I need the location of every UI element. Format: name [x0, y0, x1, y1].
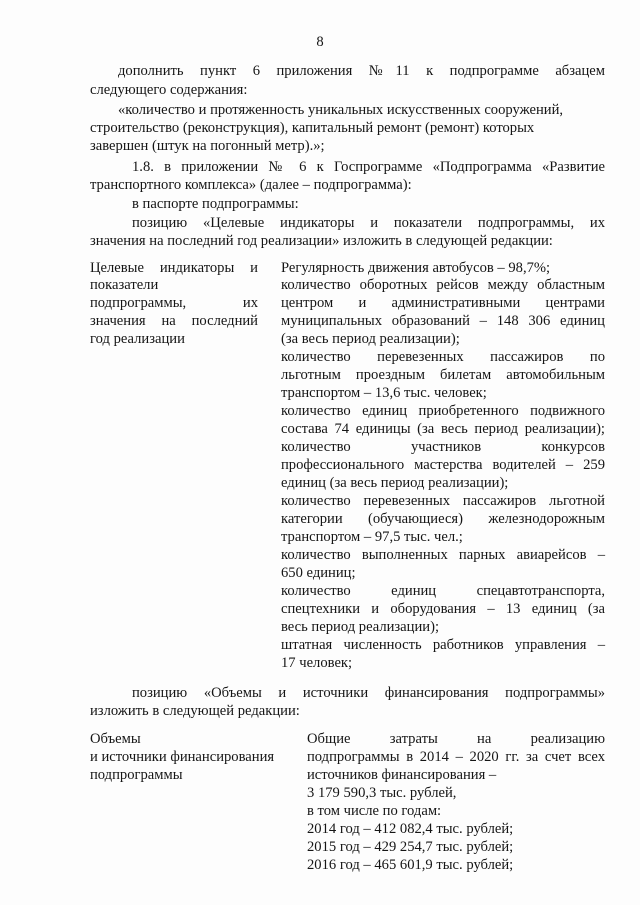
quote-line-1: «количество и протяженность уникальных искусственных сооружений, — [118, 102, 564, 118]
table1-right-line-21: весь период реализации); — [281, 619, 440, 635]
table1-right-line-8: транспортом – 13,6 тыс. человек; — [281, 385, 487, 401]
table1-right-line-7: льготным проездным билетам автомобильным — [281, 367, 605, 383]
table1-right-line-19: количество единиц спецавтотранспорта, — [281, 583, 605, 599]
table1-right-line-14: количество перевезенных пассажиров льготной — [281, 493, 605, 509]
passport-line: в паспорте подпрограммы: — [132, 196, 299, 212]
section-1-8-line-2: транспортного комплекса» (далее – подпрограмма): — [90, 177, 412, 193]
table1-right-line-1: Регулярность движения автобусов – 98,7%; — [281, 260, 551, 276]
table1-left-line-3: подпрограммы, их — [90, 295, 258, 311]
table1-right-line-12: профессионального мастерства водителей – 259 — [281, 457, 605, 473]
table2-right-line-7: 2015 год – 429 254,7 тыс. рублей; — [307, 839, 514, 855]
table1-right-line-13: единиц (за весь период реализации); — [281, 475, 509, 491]
table1-right-line-18: 650 единиц; — [281, 565, 356, 581]
table1-right-line-3: центром и административными центрами — [281, 295, 605, 311]
table1-left-line-4: значения на последний — [90, 313, 258, 329]
intro-line-2: следующего содержания: — [90, 82, 248, 98]
table2-left-line-2: и источники финансирования — [90, 749, 275, 765]
table1-right-line-23: 17 человек; — [281, 655, 353, 671]
table2-right-line-8: 2016 год – 465 601,9 тыс. рублей; — [307, 857, 514, 873]
position1-line-1: позицию «Целевые индикаторы и показатели подпрограммы, их — [132, 215, 605, 231]
table1-right-line-11: количество участников конкурсов — [281, 439, 605, 455]
table2-right-line-5: в том числе по годам: — [307, 803, 442, 819]
table1-right-line-6: количество перевезенных пассажиров по — [281, 349, 605, 365]
table1-left-line-1: Целевые индикаторы и — [90, 260, 258, 276]
table2-right-line-2: подпрограммы в 2014 – 2020 гг. за счет всех — [307, 749, 605, 765]
position2-line-2: изложить в следующей редакции: — [90, 703, 300, 719]
table1-right-line-5: (за весь период реализации); — [281, 331, 460, 347]
table1-right-line-4: муниципальных образований – 148 306 единиц — [281, 313, 605, 329]
table1-right-line-17: количество выполненных парных авиарейсов – — [281, 547, 605, 563]
table2-right-line-1: Общие затраты на реализацию — [307, 731, 605, 747]
intro-line-1: дополнить пункт 6 приложения №11 к подпрограмме абзацем — [118, 63, 605, 79]
table2-right-line-6: 2014 год – 412 082,4 тыс. рублей; — [307, 821, 514, 837]
table1-right-line-22: штатная численность работников управления – — [281, 637, 605, 653]
table2-right-line-3: источников финансирования – — [307, 767, 497, 783]
table2-left-line-1: Объемы — [90, 731, 141, 747]
table1-right-line-9: количество единиц приобретенного подвижного — [281, 403, 605, 419]
table1-left-line-2: показатели — [90, 277, 159, 293]
table1-right-line-2: количество оборотных рейсов между областным — [281, 277, 605, 293]
position2-line-1: позицию «Объемы и источники финансирования подпрограммы» — [132, 685, 605, 701]
quote-line-2: строительство (реконструкция), капитальный ремонт (ремонт) которых — [90, 120, 535, 136]
quote-line-3: завершен (штук на погонный метр).»; — [90, 138, 325, 154]
table2-right-line-4: 3 179 590,3 тыс. рублей, — [307, 785, 457, 801]
table1-right-line-15: категории (обучающиеся) железнодорожным — [281, 511, 605, 527]
table1-right-line-20: спецтехники и оборудования – 13 единиц (за — [281, 601, 605, 617]
section-1-8-line-1: 1.8. в приложении № 6 к Госпрограмме «Подпрограмма «Развитие — [132, 159, 605, 175]
table1-right-line-10: состава 74 единицы (за весь период реализации); — [281, 421, 605, 437]
position1-line-2: значения на последний год реализации» изложить в следующей редакции: — [90, 233, 553, 249]
table1-left-line-5: год реализации — [90, 331, 185, 347]
page-number: 8 — [316, 34, 324, 50]
table1-right-line-16: транспортом – 97,5 тыс. чел.; — [281, 529, 463, 545]
table2-left-line-3: подпрограммы — [90, 767, 183, 783]
